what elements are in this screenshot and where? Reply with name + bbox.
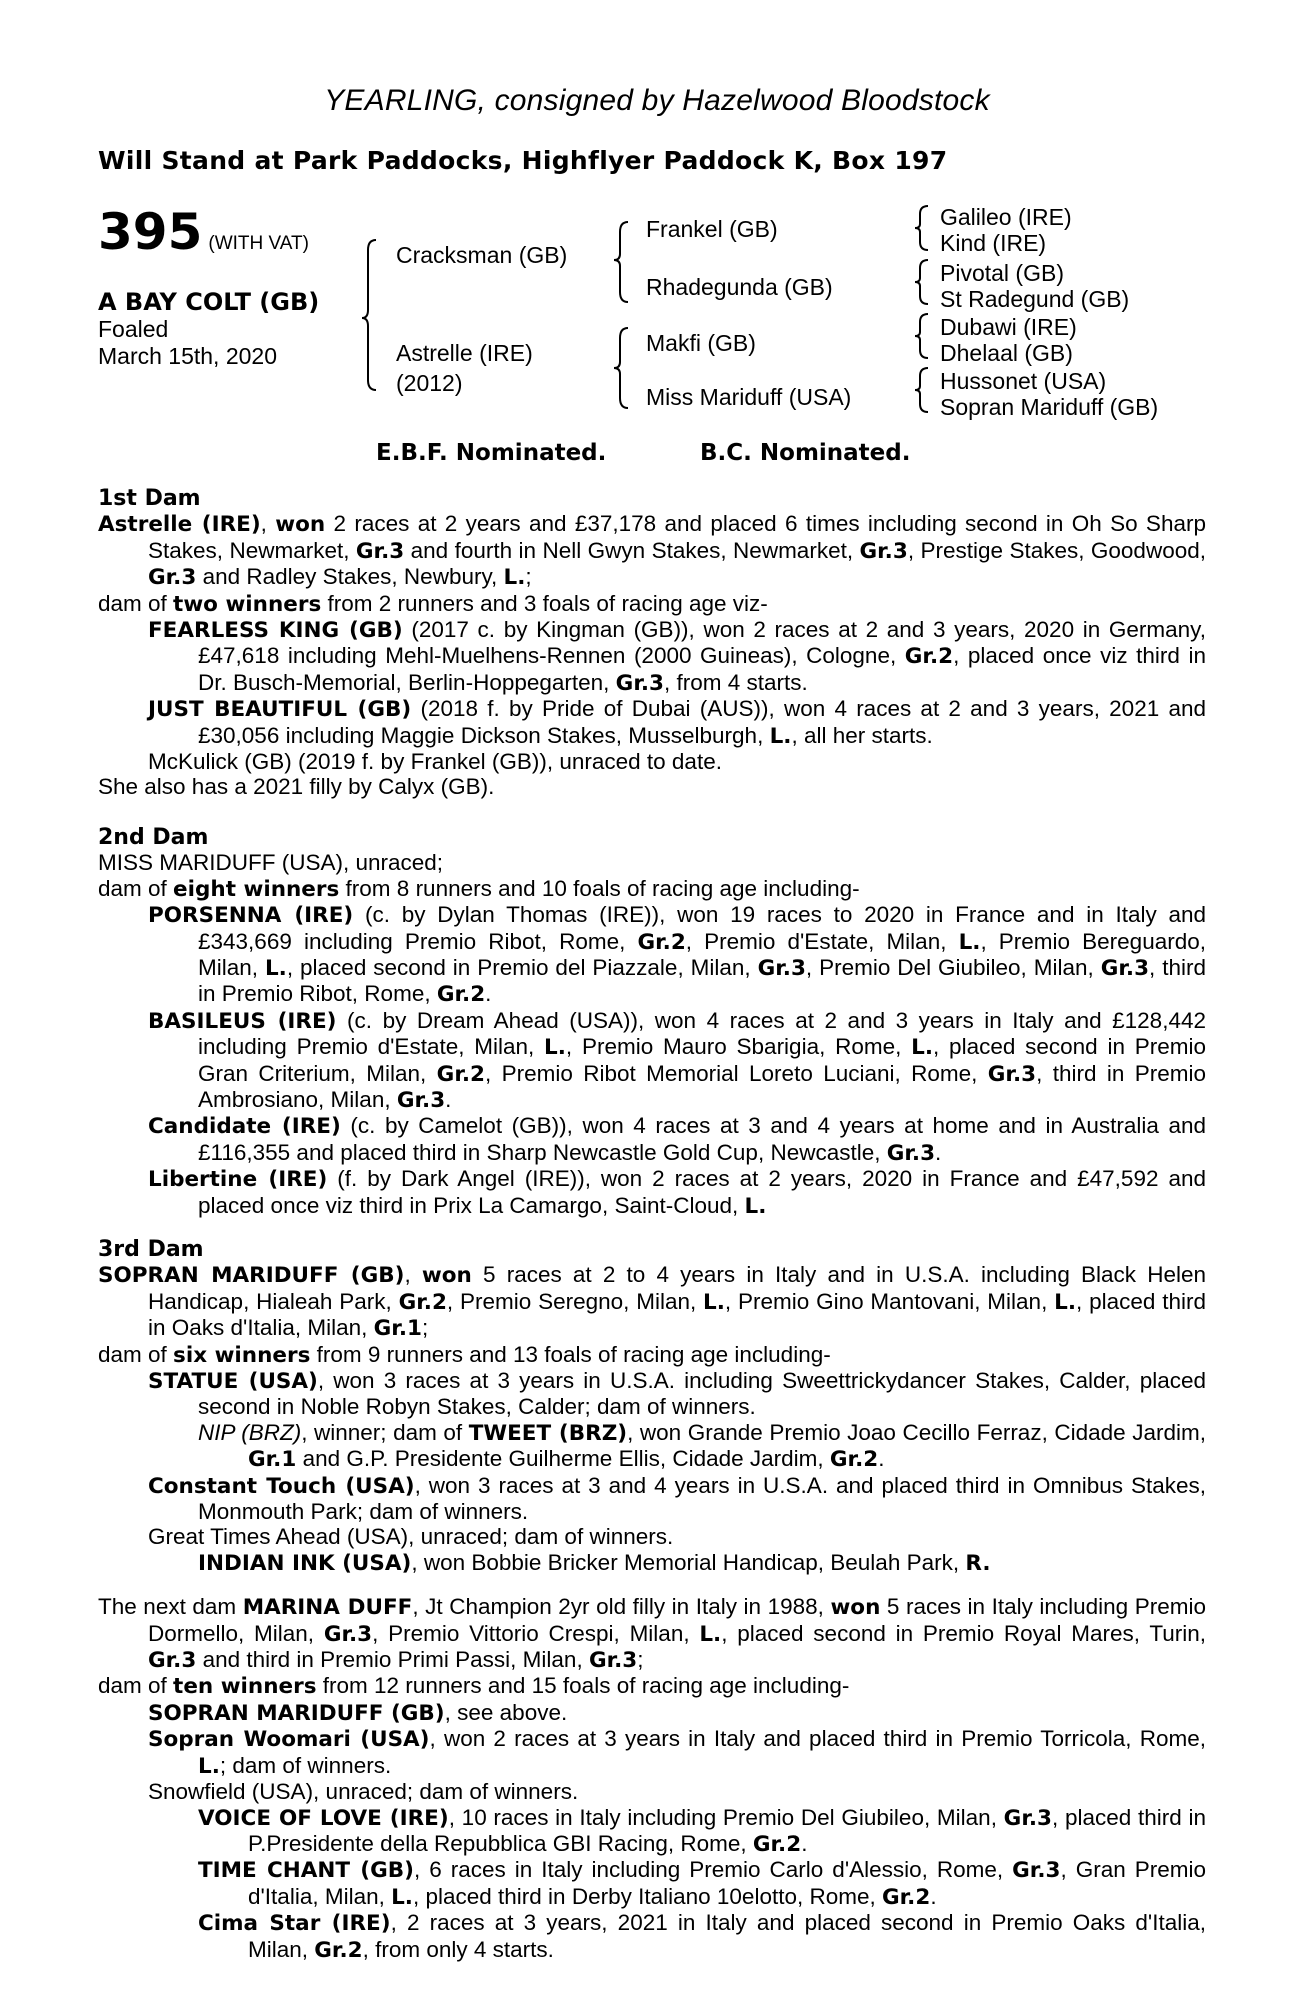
progeny-entry: Sopran Woomari (USA), won 2 races at 3 years in Italy and placed third in Premio Torricola, Rome, L.; dam of winners. [148, 1726, 1206, 1779]
next-dam-produce-summary: dam of ten winners from 12 runners and 15 foals of racing age including- [98, 1673, 850, 1700]
pedigree-ddd: Sopran Mariduff (GB) [940, 394, 1159, 420]
progeny-entry: JUST BEAUTIFUL (GB) (2018 f. by Pride of Dubai (AUS)), won 4 races at 2 and 3 years, 2021 and £30,056 including Maggie Dickson Stakes, Musselburgh, L., all her starts. [148, 696, 1206, 749]
pedigree-dam: Astrelle (IRE) [396, 340, 533, 366]
horse-title: A BAY COLT (GB) [98, 288, 320, 316]
progeny-entry: PORSENNA (IRE) (c. by Dylan Thomas (IRE)), won 19 races to 2020 in France and in Italy and £343,669 including Premio Ribot, Rome, Gr.2, Premio d'Estate, Milan, L., Premio Bereguardo, Milan, L., placed second in Premio del Piazzale, Milan, Gr.3, Premio Del Giubileo, Milan, Gr.3, third in Premio Ribot, Rome, Gr.2. [148, 902, 1206, 1008]
pedigree-sds: Pivotal (GB) [940, 260, 1064, 286]
section-gap [98, 800, 1206, 825]
first-dam-record: Astrelle (IRE), won 2 races at 2 years and £37,178 and placed 6 times including second in Oh So Sharp Stakes, Newmarket, Gr.3 and fourth in Nell Gwyn Stakes, Newmarket, Gr.3, Prestige Stakes, Goodwood, Gr.3 and Radley Stakes, Newbury, L.; [98, 511, 1206, 591]
third-dam-heading: 3rd Dam [98, 1236, 204, 1262]
brace-sire [614, 222, 628, 302]
pedigree-dsd: Dhelaal (GB) [940, 340, 1073, 366]
brace-dd [915, 368, 928, 412]
brace-sd [915, 260, 928, 304]
third-dam-produce-summary: dam of six winners from 9 runners and 13 foals of racing age including- [98, 1341, 831, 1368]
progeny-entry: BASILEUS (IRE) (c. by Dream Ahead (USA)), won 4 races at 2 and 3 years in Italy and £128,442 including Premio d'Estate, Milan, L., Premio Mauro Sbarigia, Rome, L., placed second in Premio Gran Criterium, Milan, Gr.2, Premio Ribot Memorial Loreto Luciani, Rome, Gr.3, third in Premio Ambrosiano, Milan, Gr.3. [148, 1007, 1207, 1113]
progeny-entry: FEARLESS KING (GB) (2017 c. by Kingman (GB)), won 2 races at 2 and 3 years, 2020 in Germany, £47,618 including Mehl-Muelhens-Rennen (2000 Guineas), Cologne, Gr.2, placed once viz third in Dr. Busch-Memorial, Berlin-Hoppegarten, Gr.3, from 4 starts. [148, 617, 1206, 696]
progeny-entry: Constant Touch (USA), won 3 races at 3 and 4 years in U.S.A. and placed third in Omnibus Stakes, Monmouth Park; dam of winners. [148, 1472, 1206, 1525]
page-header: YEARLING, consigned by Hazelwood Bloodstock [324, 84, 990, 117]
next-dam-record: The next dam MARINA DUFF, Jt Champion 2yr old filly in Italy in 1988, won 5 races in Italy including Premio Dormello, Milan, Gr.3, Premio Vittorio Crespi, Milan, L., placed second in Premio Royal Mares, Turin, Gr.3 and third in Premio Primi Passi, Milan, Gr.3; [98, 1594, 1207, 1674]
progeny-entry: Great Times Ahead (USA), unraced; dam of winners. [148, 1524, 674, 1550]
catalogue-body [98, 486, 1206, 1963]
foaled-label: Foaled [98, 316, 169, 342]
progeny-entry: Cima Star (IRE), 2 races at 3 years, 2021 in Italy and placed second in Premio Oaks d'Italia, Milan, Gr.2, from only 4 starts. [198, 1910, 1206, 1963]
pedigree-dss: Dubawi (IRE) [940, 314, 1077, 340]
third-dam-record: SOPRAN MARIDUFF (GB), won 5 races at 2 to 4 years in Italy and in U.S.A. including Black Helen Handicap, Hialeah Park, Gr.2, Premio Seregno, Milan, L., Premio Gino Mantovani, Milan, L., placed third in Oaks d'Italia, Milan, Gr.1; [98, 1262, 1206, 1342]
progeny-entry: Candidate (IRE) (c. by Camelot (GB)), won 4 races at 3 and 4 years at home and in Australia and £116,355 and placed third in Sharp Newcastle Gold Cup, Newcastle, Gr.3. [148, 1113, 1206, 1166]
second-dam-heading: 2nd Dam [98, 824, 209, 850]
pedigree-dds: Hussonet (USA) [940, 368, 1107, 394]
progeny-entry: NIP (BRZ), winner; dam of TWEET (BRZ), won Grande Premio Joao Cecillo Ferraz, Cidade Jardim, Gr.1 and G.P. Presidente Guilherme Ellis, Cidade Jardim, Gr.2. [198, 1419, 1206, 1473]
first-dam-produce-summary: dam of two winners from 2 runners and 3 foals of racing age viz- [98, 590, 768, 617]
ebf-nominated: E.B.F. Nominated. [376, 440, 607, 466]
pedigree-sdd: St Radegund (GB) [940, 286, 1130, 312]
progeny-entry: Libertine (IRE) (f. by Dark Angel (IRE)), won 2 races at 2 years, 2020 in France and £47,592 and placed once viz third in Prix La Camargo, Saint-Cloud, L. [148, 1166, 1206, 1219]
first-dam-heading: 1st Dam [98, 486, 201, 511]
pedigree-ds: Makfi (GB) [646, 330, 756, 356]
won-label: won [275, 512, 326, 538]
brace-main [362, 240, 376, 390]
brace-ds [915, 314, 928, 358]
pedigree-sire: Cracksman (GB) [396, 242, 568, 268]
pedigree-dam-year: (2012) [396, 370, 463, 396]
progeny-entry: McKulick (GB) (2019 f. by Frankel (GB)), unraced to date. [148, 749, 722, 775]
section-gap [98, 1219, 1206, 1237]
progeny-entry: STATUE (USA), won 3 races at 3 years in U.S.A. including Sweettrickydancer Stakes, Calder, placed second in Noble Robyn Stakes, Calder; dam of winners. [148, 1368, 1207, 1420]
section-gap [98, 1576, 1206, 1594]
vat-label: (WITH VAT) [208, 233, 309, 254]
progeny-entry: INDIAN INK (USA), won Bobbie Bricker Memorial Handicap, Beulah Park, R. [198, 1549, 991, 1576]
brace-dam [614, 328, 628, 408]
pedigree-sd: Rhadegunda (GB) [646, 274, 833, 300]
stable-location: Will Stand at Park Paddocks, Highflyer Paddock K, Box 197 [98, 146, 948, 175]
progeny-entry: Snowfield (USA), unraced; dam of winners. [148, 1779, 579, 1805]
brace-ss [915, 206, 928, 250]
progeny-entry: VOICE OF LOVE (IRE), 10 races in Italy including Premio Del Giubileo, Milan, Gr.3, placed third in P.Presidente della Repubblica GBI Racing, Rome, Gr.2. [198, 1804, 1206, 1857]
pedigree-sss: Galileo (IRE) [940, 204, 1072, 230]
lot-number: 395 [98, 203, 203, 261]
first-dam-note: She also has a 2021 filly by Calyx (GB). [98, 774, 495, 800]
progeny-entry: TIME CHANT (GB), 6 races in Italy including Premio Carlo d'Alessio, Rome, Gr.3, Gran Premio d'Italia, Milan, L., placed third in Derby Italiano 10elotto, Rome, Gr.2. [198, 1857, 1206, 1910]
pedigree-ssd: Kind (IRE) [940, 230, 1047, 256]
pedigree-dd: Miss Mariduff (USA) [646, 384, 852, 410]
bc-nominated: B.C. Nominated. [700, 440, 911, 466]
foaled-date: March 15th, 2020 [98, 343, 278, 369]
second-dam-record: MISS MARIDUFF (USA), unraced; [98, 850, 444, 876]
dam-name: Astrelle (IRE) [98, 512, 261, 538]
progeny-entry: SOPRAN MARIDUFF (GB), see above. [148, 1699, 568, 1726]
pedigree-ss: Frankel (GB) [646, 216, 778, 242]
second-dam-produce-summary: dam of eight winners from 8 runners and 10 foals of racing age including- [98, 875, 860, 902]
